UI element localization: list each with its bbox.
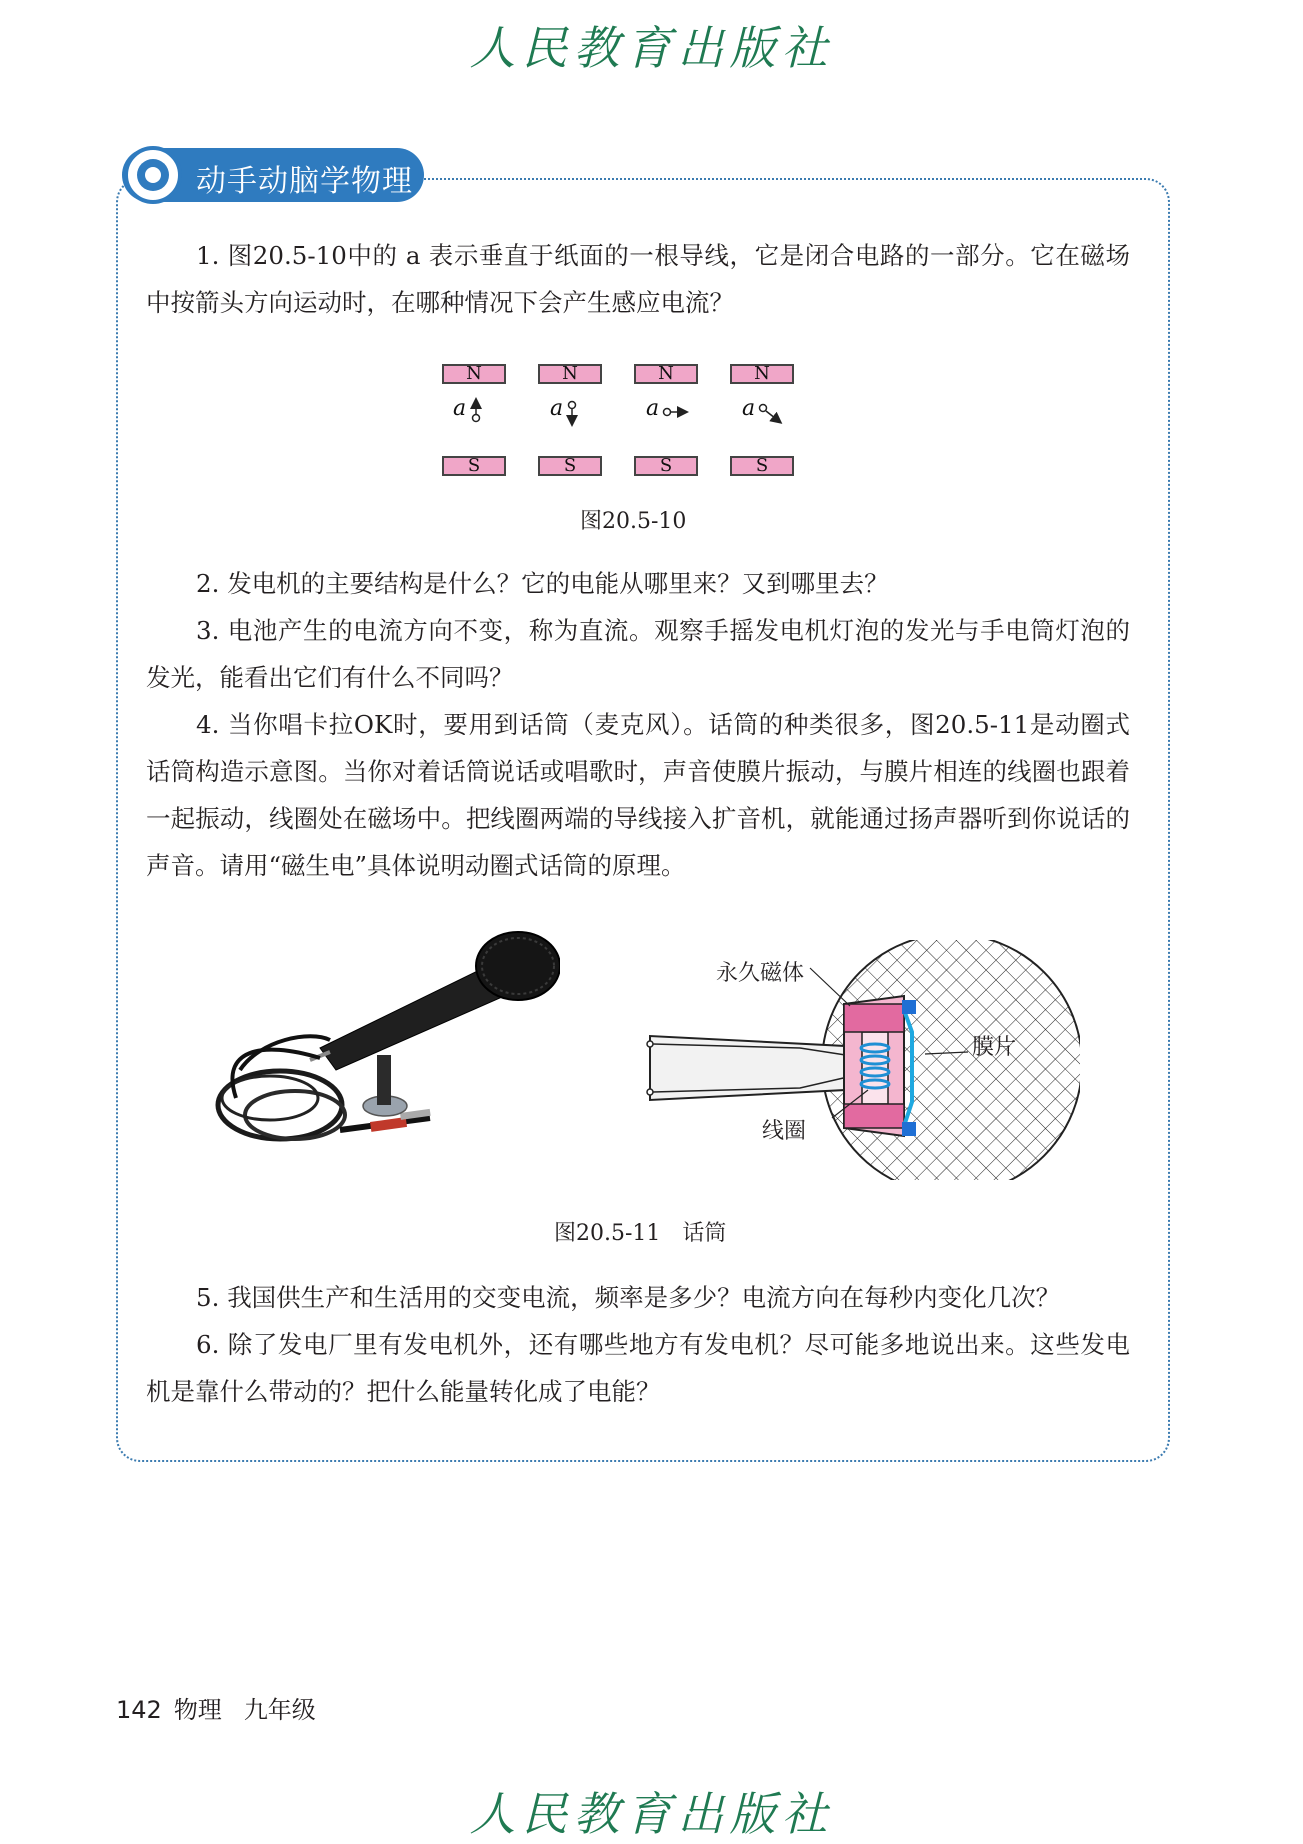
question-5: 5. 我国供生产和生活用的交变电流，频率是多少？电流方向在每秒内变化几次？ — [196, 1283, 1061, 1312]
wire-dot-1 — [473, 415, 480, 422]
label-coil: 线圈 — [762, 1119, 807, 1144]
magnet-north-1: N — [442, 364, 506, 384]
question-1: 1. 图20.5-10中的 a 表示垂直于纸面的一根导线，它是闭合电路的一部分。它在磁场中按箭头方向运动时，在哪种情况下会产生感应电流？ — [146, 241, 1130, 317]
magnet-north-2: N — [538, 364, 602, 384]
magnet-south-4: S — [730, 456, 794, 476]
publisher-logo-top: 人民教育出版社 — [469, 21, 834, 75]
magnet-north-4: N — [730, 364, 794, 384]
motion-arrows — [0, 0, 1303, 480]
wire-dot-2 — [569, 402, 576, 409]
figure-caption-2: 图20.5-11 话筒 — [554, 1221, 727, 1246]
label-membrane: 膜片 — [972, 1035, 1017, 1060]
question-2: 2. 发电机的主要结构是什么？它的电能从哪里来？又到哪里去？ — [196, 569, 889, 598]
magnet-south-3: S — [634, 456, 698, 476]
microphone-photo — [200, 930, 560, 1180]
wire-dot-3 — [664, 409, 671, 416]
footer-grade: 九年级 — [243, 1696, 316, 1724]
stand-post — [377, 1055, 391, 1105]
magnet-north-3: N — [634, 364, 698, 384]
magnet-south-1: S — [442, 456, 506, 476]
question-6: 6. 除了发电厂里有发电机外，还有哪些地方有发电机？尽可能多地说出来。这些发电机是靠什么带动的？把什么能量转化成了电能？ — [146, 1330, 1130, 1406]
publisher-logo-bottom: 人民教育出版社 — [469, 1787, 834, 1841]
page-number: 142 — [116, 1696, 162, 1724]
question-3: 3. 电池产生的电流方向不变，称为直流。观察手摇发电机灯泡的发光与手电筒灯泡的发光，能看出它们有什么不同吗？ — [146, 616, 1130, 692]
arrow-diagonal — [766, 411, 780, 422]
leader-magnet — [810, 968, 850, 1006]
footer-subject: 物理 — [173, 1696, 222, 1724]
handle-body — [650, 1036, 845, 1100]
wire-label-2: a — [550, 396, 564, 421]
wire-dot-4 — [760, 405, 767, 412]
figure-caption-1: 图20.5-10 — [580, 509, 687, 534]
wire-label-4: a — [742, 396, 756, 421]
magnet-south-2: S — [538, 456, 602, 476]
section-title: 动手动脑学物理 — [196, 164, 413, 199]
wire-label-3: a — [646, 396, 660, 421]
question-4: 4. 当你唱卡拉OK时，要用到话筒（麦克风）。话筒的种类很多，图20.5-11是动圈式话筒构造示意图。当你对着话筒说话或唱歌时，声音使膜片振动，与膜片相连的线圈也跟着一起振动，线圈处在磁场中。把线圈两端的导线接入扩音机，就能通过扬声器听到你说话的声音。请用“磁生电”具体说明动圈式话筒的原理。 — [146, 710, 1131, 880]
page-footer — [116, 1690, 316, 1725]
label-permanent-magnet: 永久磁体 — [716, 961, 805, 986]
wire-label-1: a — [453, 396, 467, 421]
mic-head — [476, 932, 560, 1000]
